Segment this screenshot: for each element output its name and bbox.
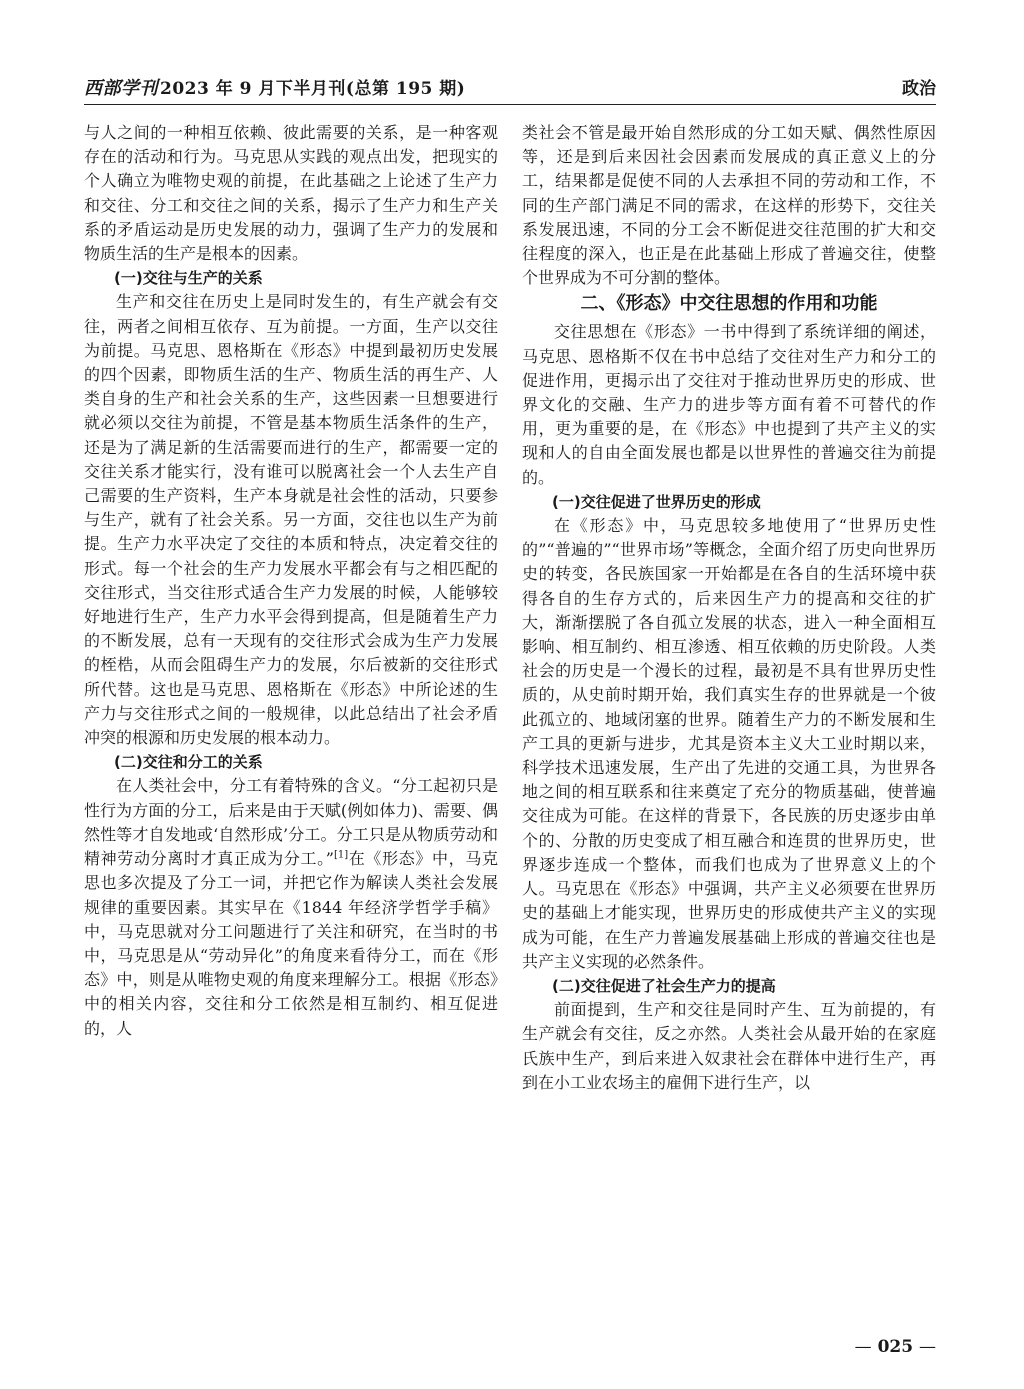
left-column	[84, 121, 498, 1041]
paragraph-section2-intro: 交往思想在《形态》一书中得到了系统详细的阐述，马克思、恩格斯不仅在书中总结了交往对生产力和分工的促进作用，更揭示出了交往对于推动世界历史的形成、世界文化的交融、生产力的进步等方面有着不可替代的作用，更为重要的是，在《形态》中也提到了共产主义的实现和人的自由全面发展也都是以世界性的普遍交往为前提的。	[522, 322, 936, 487]
paragraph-text: 在人类社会中，分工有着特殊的含义。“分工起初只是性行为方面的分工，后来是由于天赋(例如体力)、需要、偶然性等才自发地或‘自然形成’分工。分工只是从物质劳动和精神劳动分离时才真正成为分工。”	[84, 776, 498, 869]
page-footer	[855, 1336, 936, 1358]
subheading-world-history: (一)交往促进了世界历史的形成	[552, 492, 761, 511]
section-label: 政治	[902, 79, 936, 99]
subheading-exchange-division: (二)交往和分工的关系	[114, 753, 263, 772]
paragraph-world-history: 在《形态》中，马克思较多地使用了“世界历史性的”“普遍的”“世界市场”等概念，全面介绍了历史向世界历史的转变，各民族国家一开始都是在各自的生活环境中获得各自的生存方式的，后来因生产力的提高和交往的扩大，渐渐摆脱了各自孤立发展的状态，进入一种全面相互影响、相互制约、相互渗透、相互依赖的历史阶段。人类社会的历史是一个漫长的过程，最初是不具有世界历史性质的，从史前时期开始，我们真实生存的世界就是一个彼此孤立的、地域闭塞的世界。随着生产力的不断发展和生产工具的更新与进步，尤其是资本主义大工业时期以来，科学技术迅速发展，生产出了先进的交通工具，为世界各地之间的相互联系和往来奠定了充分的物质基础，使普遍交往成为可能。在这样的背景下，各民族的历史逐步由单个的、分散的历史变成了相互融合和连贯的世界历史，世界逐步连成一个整体，而我们也成为了世界意义上的个人。马克思在《形态》中强调，共产主义必须要在世界历史的基础上才能实现，世界历史的形成使共产主义的实现成为可能，在生产力普遍发展基础上形成的普遍交往也是共产主义实现的必然条件。	[522, 516, 936, 971]
subheading-productivity: (二)交往促进了社会生产力的提高	[552, 976, 776, 995]
subheading-exchange-production: (一)交往与生产的关系	[114, 269, 263, 288]
paragraph-intro: 与人之间的一种相互依赖、彼此需要的关系，是一种客观存在的活动和行为。马克思从实践的观点出发，把现实的个人确立为唯物史观的前提，在此基础之上论述了生产力和交往、分工和交往之间的关系，揭示了生产力和生产关系的矛盾运动是历史发展的动力，强调了生产力的发展和物质生活的生产是根本的因素。	[84, 123, 498, 264]
journal-logo: 西部学刊	[84, 78, 158, 99]
paragraph-productivity: 前面提到，生产和交往是同时产生、互为前提的，有生产就会有交往，反之亦然。人类社会从最开始的在家庭氏族中生产，到后来进入奴隶社会在群体中进行生产，再到在小工业农场主的雇佣下进行生产，以	[522, 1000, 936, 1092]
header-rule	[84, 104, 936, 105]
section-heading-2: 二、《形态》中交往思想的作用和功能	[580, 293, 878, 315]
paragraph-exchange-division	[84, 774, 498, 1040]
footer-dash-left: —	[854, 1337, 872, 1357]
page-header	[84, 78, 936, 104]
paragraph-exchange-production: 生产和交往在历史上是同时发生的，有生产就会有交往，两者之间相互依存、互为前提。一方面，生产以交往为前提。马克思、恩格斯在《形态》中提到最初历史发展的四个因素，即物质生活的生产、物质生活的再生产、人类自身的生产和社会关系的生产，这些因素一旦想要进行就必须以交往为前提，不管是基本物质生活条件的生产，还是为了满足新的生活需要而进行的生产，都需要一定的交往关系才能实行，没有谁可以脱离社会一个人去生产自己需要的生产资料，生产本身就是社会性的活动，只要参与生产，就有了社会关系。另一方面，交往也以生产为前提。生产力水平决定了交往的本质和特点，决定着交往的形式。每一个社会的生产力发展水平都会有与之相匹配的交往形式，当交往形式适合生产力发展的时候，人能够较好地进行生产，生产力水平会得到提高，但是随着生产力的不断发展，总有一天现有的交往形式会成为生产力发展的桎梏，从而会阻碍生产力的发展，尔后被新的交往形式所代替。这也是马克思、恩格斯在《形态》中所论述的生产力与交往形式之间的一般规律，以此总结出了社会矛盾冲突的根源和历史发展的根本动力。	[84, 292, 498, 748]
right-column	[522, 121, 936, 1095]
journal-issue-line	[84, 78, 465, 100]
issue-info: 2023 年 9 月下半月刊(总第 195 期)	[160, 79, 466, 99]
footer-dash-right: —	[919, 1337, 936, 1357]
citation-ref[interactable]: [1]	[333, 849, 349, 861]
page-number: 025	[877, 1337, 914, 1357]
paragraph-text: 在《形态》中，马克思也多次提及了分工一词，并把它作为解读人类社会发展规律的重要因素。其实早在《1844 年经济学哲学手稿》中，马克思就对分工问题进行了关注和研究，在当时的书中，马克思是从“劳动异化”的角度来看待分工，而在《形态》中，则是从唯物史观的角度来理解分工。根据《形态》中的相关内容，交往和分工依然是相互制约、相互促进的，人	[84, 849, 498, 1038]
paragraph-continued: 类社会不管是最开始自然形成的分工如天赋、偶然性原因等，还是到后来因社会因素而发展成的真正意义上的分工，结果都是促使不同的人去承担不同的劳动和工作，不同的生产部门满足不同的需求，在这样的形势下，交往关系发展迅速，不同的分工会不断促进交往范围的扩大和交往程度的深入，也正是在此基础上形成了普遍交往，使整个世界成为不可分割的整体。	[522, 123, 936, 288]
